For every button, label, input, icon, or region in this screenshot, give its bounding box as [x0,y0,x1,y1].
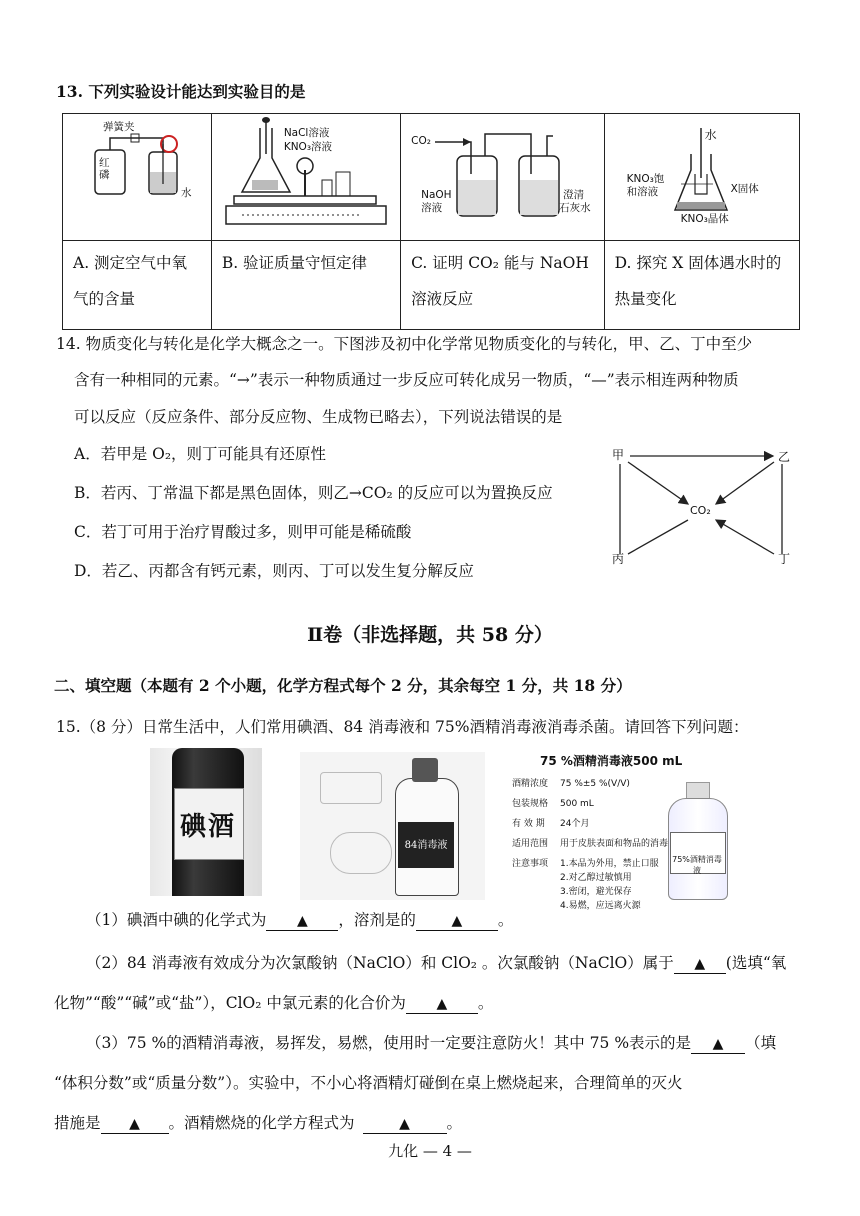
q15-sub3-end [54,1108,820,1139]
label-card-value: 2.对乙醇过敏慎用 [560,873,632,883]
sub2-text-c: 化物”“酸”“碱”或“盐”），ClO₂ 中氯元素的化合价为 [54,994,406,1012]
label-card-value: 75 %±5 %(V/V) [560,779,630,789]
page-footer: 九化 — 4 — [388,1142,472,1160]
node-ding: 丁 [778,552,791,566]
blank-6[interactable] [101,1113,169,1134]
blank-3[interactable] [674,953,726,974]
q15-sub3-cont: “体积分数”或“质量分数”）。实验中，不小心将酒精灯碰倒在桌上燃烧起来，合理简单的灭火 [54,1074,683,1092]
crystal-label: KNO₃晶体 [680,213,729,225]
q15-sub1 [86,905,820,936]
sub2-text-a: （2）84 消毒液有效成分为次氯酸钠（NaClO）和 ClO₂ 。次氯酸钠（NaClO）属于 [86,954,674,972]
figure-b [211,114,400,241]
blank-7[interactable] [363,1113,447,1134]
figure-c [401,114,604,241]
water-label-d: 水 [704,128,717,142]
node-yi: 乙 [778,450,791,464]
q15-sub2-cont [54,988,820,1019]
label-card-value: 4.易燃，应远离火源 [560,901,641,911]
q13-stem: 13. 下列实验设计能达到实验目的是 [56,82,306,101]
blank-mark: ▲ [399,1116,410,1132]
label-card-key: 酒精浓度 [512,779,549,789]
blank-mark: ▲ [129,1116,140,1132]
label-card-key: 包装规格 [512,799,549,809]
q15-sub2 [86,948,820,979]
sub1-text-b: ，溶剂是的 [338,911,416,929]
alcohol-bottle-photo [664,782,730,900]
co2-label: CO₂ [411,135,431,147]
blank-4[interactable] [406,993,478,1014]
label-card-value: 用于皮肤表面和物品的消毒 [560,839,669,849]
disinfectant-84-label: 84消毒液 [404,840,448,851]
saturated-label-1: KNO₃饱 [626,173,665,185]
q15-sub3 [86,1028,820,1059]
period: 。 [446,1114,463,1132]
blank-mark: ▲ [451,913,463,929]
figure-d [604,114,799,241]
limewater-label-1: 澄清 [563,189,585,201]
q14-option-b: B．若丙、丁常温下都是黑色固体，则乙→CO₂ 的反应可以为置换反应 [74,484,553,502]
clip-label: 弹簧夹 [103,121,135,133]
saturated-label-2: 和溶液 [626,186,659,198]
kno3-label: KNO₃溶液 [283,141,333,153]
q14-option-c: C．若丁可用于治疗胃酸过多，则甲可能是稀硫酸 [74,523,412,541]
blank-5[interactable] [691,1033,745,1054]
iodine-photo [150,748,262,896]
label-card-key [512,871,560,885]
option-b: B. 验证质量守恒定律 [211,241,400,330]
q14-line1: 14. 物质变化与转化是化学大概念之一。下图涉及初中化学常见物质变化的与转化，甲、乙、丁中至少 [56,335,753,353]
water-label: 水 [181,187,192,199]
sub3-text-b: （填 [745,1034,777,1052]
label-card-value: 1.本品为外用，禁止口服 [560,859,659,869]
blank-mark: ▲ [436,996,448,1012]
bottle-label-text: 75%酒精消毒液 [672,855,722,875]
sub3-text-a: （3）75 %的酒精消毒液，易挥发，易燃，使用时一定要注意防火！其中 75 %表示的是 [86,1034,692,1052]
naoh-label-2: 溶液 [421,202,443,214]
phosphorus-label-2: 磷 [99,169,110,181]
label-card-value: 24个月 [560,819,590,829]
label-card-value: 3.密闭，避光保存 [560,887,632,897]
figure-a [63,114,212,241]
blank-mark: ▲ [296,913,308,929]
q14-option-d: D．若乙、丙都含有钙元素，则丙、丁可以发生复分解反应 [74,562,474,580]
naoh-label-1: NaOH [421,189,452,201]
label-card-key: 有 效 期 [512,819,545,829]
x-solid-label: X固体 [730,183,759,195]
option-a: A. 测定空气中氧气的含量 [63,241,212,330]
label-card-key [512,885,560,899]
label-card-value: 500 mL [560,799,594,809]
blank-1[interactable] [266,910,338,931]
option-c: C. 证明 CO₂ 能与 NaOH 溶液反应 [401,241,604,330]
label-card-key: 注意事项 [512,859,549,869]
blank-2[interactable] [416,910,498,931]
node-bing: 丙 [612,552,625,566]
q15-stem: 15.（8 分）日常生活中，人们常用碘酒、84 消毒液和 75%酒精消毒液消毒杀菌。请回答下列问题： [56,718,749,736]
iodine-label: 碘酒 [179,812,236,842]
q14-line3: 可以反应（反应条件、部分反应物、生成物已略去），下列说法错误的是 [74,408,563,426]
q13-table [62,113,800,330]
sub1-text-a: （1）碘酒中碘的化学式为 [86,911,267,929]
phosphorus-label-1: 红 [99,157,110,169]
nacl-label: NaCl溶液 [283,127,330,139]
label-card-key: 适用范围 [512,839,549,849]
period: 。 [477,994,494,1012]
node-jia: 甲 [612,448,625,462]
q14-diagram [608,446,798,566]
node-co2: CO₂ [690,504,711,517]
sub2-text-b: (选填“氧 [725,954,787,972]
period: 。 [497,911,514,929]
section-title: Ⅱ卷（非选择题，共 58 分） [307,624,553,646]
q14-option-a: A．若甲是 O₂，则丁可能具有还原性 [74,445,327,463]
blank-mark: ▲ [712,1036,724,1052]
option-d: D. 探究 X 固体遇水时的热量变化 [604,241,799,330]
limewater-label-2: 石灰水 [559,202,591,214]
sub3-text-d: 措施是 [54,1114,101,1132]
q14-line2: 含有一种相同的元素。“→”表示一种物质通过一步反应可转化成另一物质，“—”表示相连两种物质 [74,371,739,389]
part-heading: 二、填空题（本题有 2 个小题，化学方程式每个 2 分，其余每空 1 分，共 18 分） [54,676,632,695]
sub3-text-e: 。酒精燃烧的化学方程式为 [168,1114,355,1132]
disinfectant-84-photo [300,752,485,900]
label-card-title: 75 %酒精消毒液500 mL [540,754,683,768]
blank-mark: ▲ [694,956,706,972]
